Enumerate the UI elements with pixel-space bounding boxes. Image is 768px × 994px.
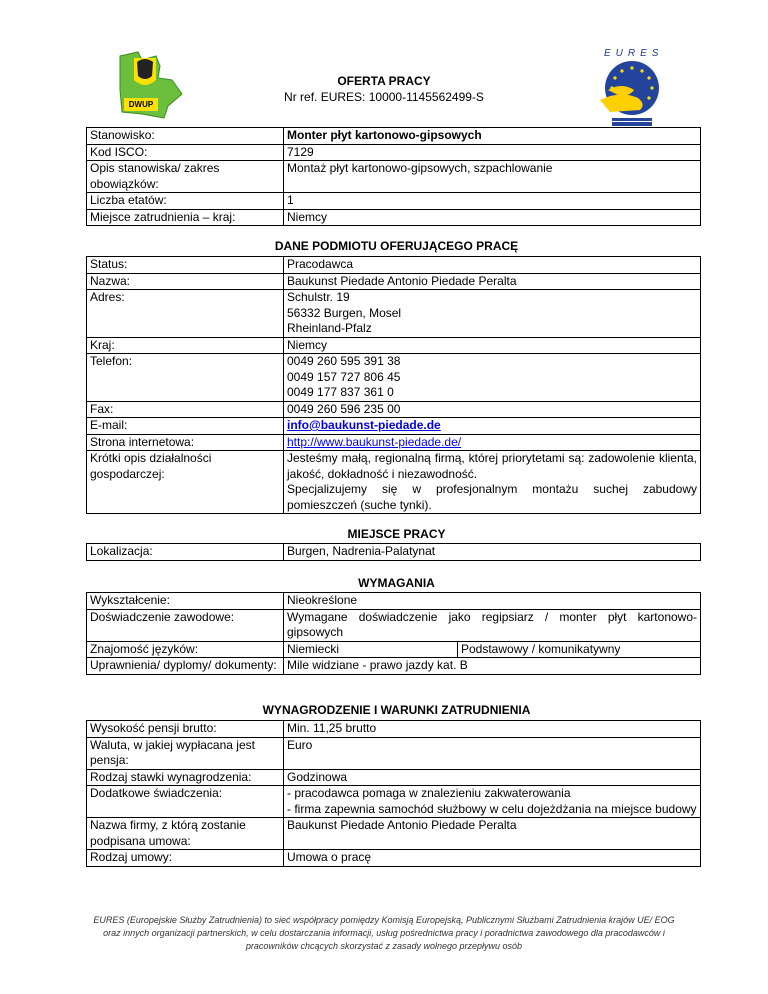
table-row — [87, 209, 701, 226]
field-value: 7129 — [284, 144, 701, 161]
salary-heading: WYNAGRODZENIE I WARUNKI ZATRUDNIENIA — [262, 703, 531, 717]
field-value: Niemcy — [284, 337, 701, 354]
table-row — [87, 418, 701, 435]
benefit-item: - pracodawca pomaga w znalezieniu zakwaterowania — [287, 786, 571, 800]
field-label: Doświadczenie zawodowe: — [87, 609, 284, 641]
field-value: 1 — [284, 193, 701, 210]
field-value: Montaż płyt kartonowo-gipsowych, szpachlowanie — [284, 161, 701, 193]
table-row — [87, 451, 701, 514]
field-value: Baukunst Piedade Antonio Piedade Peralta — [284, 273, 701, 290]
salary-table — [86, 720, 701, 867]
field-label: Nazwa: — [87, 273, 284, 290]
field-label: Krótki opis działalności gospodarczej: — [87, 451, 284, 514]
employer-table — [86, 256, 701, 514]
field-label: E-mail: — [87, 418, 284, 435]
dwup-logo-text: DWUP — [128, 100, 154, 109]
table-row — [87, 161, 701, 193]
field-value — [284, 418, 701, 435]
field-label: Wykształcenie: — [87, 593, 284, 610]
eures-logo-text: EURES — [604, 48, 664, 59]
field-value — [284, 354, 701, 402]
field-value — [284, 290, 701, 338]
field-label: Rodzaj stawki wynagrodzenia: — [87, 769, 284, 786]
field-value: Umowa o pracę — [284, 850, 701, 867]
field-label: Znajomość języków: — [87, 641, 284, 658]
field-label: Nazwa firmy, z którą zostanie podpisana umowa: — [87, 818, 284, 850]
table-row — [87, 401, 701, 418]
table-row — [87, 273, 701, 290]
table-row — [87, 769, 701, 786]
field-label: Kraj: — [87, 337, 284, 354]
table-row — [87, 593, 701, 610]
language-name: Niemiecki — [287, 642, 458, 658]
field-value: Niemcy — [284, 209, 701, 226]
description-paragraph: Jesteśmy małą, regionalną firmą, której priorytetami są: zadowolenie klienta, jakość, dokładność i niezawodność. — [287, 451, 697, 481]
table-row — [87, 737, 701, 769]
address-line: 56332 Burgen, Mosel — [287, 305, 402, 320]
table-row — [87, 354, 701, 402]
field-label: Status: — [87, 257, 284, 274]
field-label: Wysokość pensji brutto: — [87, 721, 284, 738]
workplace-heading: MIEJSCE PRACY — [347, 527, 446, 541]
field-value — [284, 451, 701, 514]
table-row — [87, 544, 701, 561]
page-title: OFERTA PRACY — [337, 74, 431, 88]
table-row — [87, 658, 701, 675]
field-value — [284, 786, 701, 818]
table-row — [87, 850, 701, 867]
field-label: Uprawnienia/ dyplomy/ dokumenty: — [87, 658, 284, 675]
field-label: Strona internetowa: — [87, 434, 284, 451]
field-value: Monter płyt kartonowo-gipsowych — [284, 128, 701, 145]
field-value: Baukunst Piedade Antonio Piedade Peralta — [284, 818, 701, 850]
table-row — [87, 434, 701, 451]
requirements-heading: WYMAGANIA — [358, 576, 435, 590]
address-line: Schulstr. 19 — [287, 290, 350, 304]
field-label: Liczba etatów: — [87, 193, 284, 210]
table-row — [87, 257, 701, 274]
field-label: Lokalizacja: — [87, 544, 284, 561]
footer-line: pracowników chcących skorzystać z zasady wolnego przepływu osób — [245, 941, 523, 951]
language-level: Podstawowy / komunikatywny — [461, 641, 621, 656]
field-value: 0049 260 596 235 00 — [284, 401, 701, 418]
table-row — [87, 128, 701, 145]
email-link[interactable]: info@baukunst-piedade.de — [287, 418, 441, 432]
table-row — [87, 337, 701, 354]
field-value: Nieokreślone — [284, 593, 701, 610]
field-label: Opis stanowiska/ zakres obowiązków: — [87, 161, 284, 193]
field-label: Dodatkowe świadczenia: — [87, 786, 284, 818]
address-line: Rheinland-Pfalz — [287, 321, 372, 335]
eures-logo — [590, 48, 672, 128]
phone-line: 0049 157 727 806 45 — [287, 369, 401, 384]
field-value: Min. 11,25 brutto — [284, 721, 701, 738]
reference-number: Nr ref. EURES: 10000-1145562499-S — [284, 90, 484, 104]
field-value: Pracodawca — [284, 257, 701, 274]
description-paragraph: Specjalizujemy się w profesjonalnym montażu suchej zabudowy pomieszczeń (suche tynki). — [287, 482, 697, 512]
field-label: Rodzaj umowy: — [87, 850, 284, 867]
field-label: Telefon: — [87, 354, 284, 402]
requirements-table — [86, 592, 701, 675]
field-label: Kod ISCO: — [87, 144, 284, 161]
footer-line: oraz innych organizacji partnerskich, w celu dostarczania informacji, usług pośrednictwa pracy i poradnictwa zawodowego dla pracodawców i — [103, 928, 665, 938]
footer-note — [60, 914, 708, 953]
table-row — [87, 193, 701, 210]
field-label: Waluta, w jakiej wypłacana jest pensja: — [87, 737, 284, 769]
table-row — [87, 641, 701, 658]
workplace-table — [86, 543, 701, 561]
field-label: Adres: — [87, 290, 284, 338]
field-label: Miejsce zatrudnienia – kraj: — [87, 209, 284, 226]
footer-line: EURES (Europejskie Służby Zatrudnienia) to sieć współpracy pomiędzy Komisją Europejską, Publicznymi Służbami Zatrudnienia krajów UE/ EOG — [93, 915, 675, 925]
field-value: Mile widziane - prawo jazdy kat. B — [284, 658, 701, 675]
field-value: Wymagane doświadczenie jako regipsiarz / monter płyt kartonowo-gipsowych — [284, 609, 701, 641]
table-row — [87, 786, 701, 818]
website-link[interactable]: http://www.baukunst-piedade.de/ — [287, 434, 462, 449]
table-row — [87, 721, 701, 738]
phone-line: 0049 177 837 361 0 — [287, 385, 394, 399]
table-row — [87, 609, 701, 641]
field-label: Fax: — [87, 401, 284, 418]
phone-line: 0049 260 595 391 38 — [287, 354, 401, 368]
table-row — [87, 290, 701, 338]
field-value: Godzinowa — [284, 769, 701, 786]
benefit-item: - firma zapewnia samochód służbowy w celu dojeżdżania na miejsce budowy — [287, 801, 697, 816]
field-label: Stanowisko: — [87, 128, 284, 145]
field-value: Burgen, Nadrenia-Palatynat — [284, 544, 701, 561]
field-value — [284, 641, 701, 658]
field-value: Euro — [284, 737, 701, 769]
table-row — [87, 818, 701, 850]
job-table — [86, 127, 701, 226]
table-row — [87, 144, 701, 161]
field-value — [284, 434, 701, 451]
employer-heading: DANE PODMIOTU OFERUJĄCEGO PRACĘ — [274, 239, 519, 253]
